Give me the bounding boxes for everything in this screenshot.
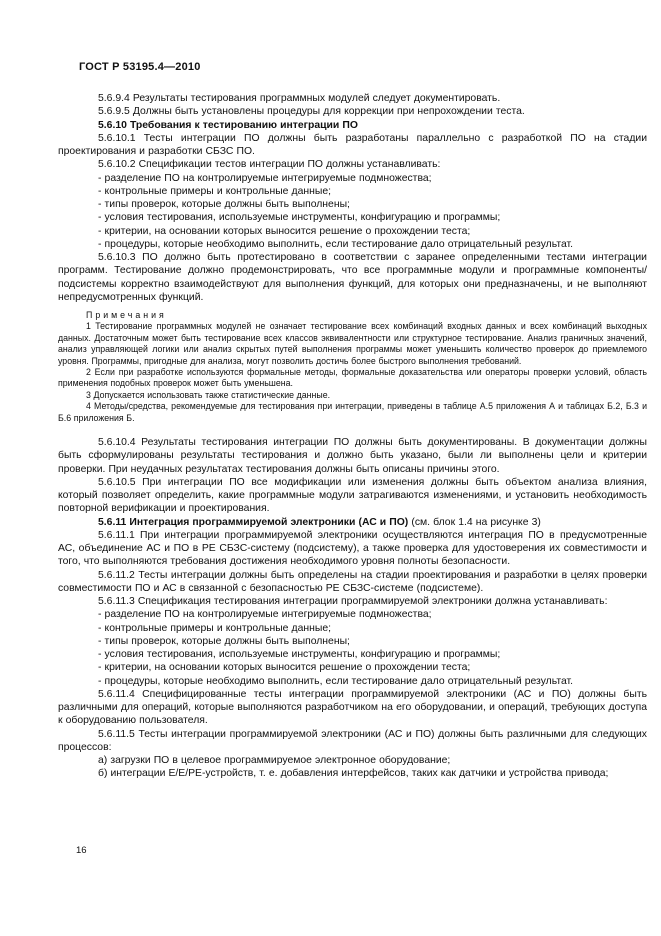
list-item: а) загрузки ПО в целевое программируемое электронное оборудование; xyxy=(98,755,451,767)
list-item: - критерии, на основании которых выносится решение о прохождении теста; xyxy=(98,225,471,237)
list-item: - разделение ПО на контролируемые интегрируемые подмножества; xyxy=(98,609,432,621)
list-item: - разделение ПО на контролируемые интегрируемые подмножества; xyxy=(98,172,432,184)
list-item: - контрольные примеры и контрольные данные; xyxy=(98,185,331,197)
paragraph: 5.6.10.5 При интеграции ПО все модификации или изменения должны быть объектом анализа влияния, который позволяет определить, какие программные модули затрагиваются изменениями, и установить необходимость повторной верификации и проектирования. xyxy=(58,476,647,515)
note: 4 Методы/средства, рекомендуемые для тестирования при интеграции, приведены в таблице А.5 приложения А и таблицах Б.2, Б.3 и Б.6 приложения Б. xyxy=(58,401,647,423)
paragraph: 5.6.9.5 Должны быть установлены процедуры для коррекции при непрохождении теста. xyxy=(98,106,525,118)
note: 1 Тестирование программных модулей не означает тестирование всех комбинаций входных данных и всех комбинаций выходных данных. Достаточным может быть тестирование всех классов эквивалентности или структурное тестирование. Анализ граничных значений, анализ управляющей логики или анализ скрытых путей выполнения программы может уменьшить количество проверок до приемлемого уровня. Программы, пригодные для анализа, могут позволить достичь более быстрого выполнения требований. xyxy=(58,321,647,366)
list-item: - процедуры, которые необходимо выполнить, если тестирование дало отрицательный результат. xyxy=(98,238,574,250)
section-heading: 5.6.10 Требования к тестированию интеграции ПО xyxy=(98,119,358,131)
section-heading-title: 5.6.11 Интеграция программируемой электроники (АС и ПО) xyxy=(98,516,412,528)
list-item: - условия тестирования, используемые инструменты, конфигурацию и программы; xyxy=(98,212,501,224)
section-heading xyxy=(58,516,647,529)
paragraph: 5.6.10.4 Результаты тестирования интеграции ПО должны быть документированы. В документации должны быть сформулированы результаты тестирования и должно быть указано, были ли выполнены цели и критерии проверки. При неудачных результатах тестирования должны быть описаны причины этого. xyxy=(58,437,647,475)
list-item: - критерии, на основании которых выносится решение о прохождении теста; xyxy=(98,662,471,674)
notes-label: Примечания xyxy=(86,310,167,320)
paragraph: 5.6.11.5 Тесты интеграции программируемой электроники (АС и ПО) должны быть различными для следующих процессов: xyxy=(58,728,647,753)
list-item: - процедуры, которые необходимо выполнить, если тестирование дало отрицательный результат. xyxy=(98,675,574,687)
paragraph: 5.6.10.2 Спецификации тестов интеграции ПО должны устанавливать: xyxy=(98,159,441,171)
list-item: - типы проверок, которые должны быть выполнены; xyxy=(98,635,350,647)
paragraph: 5.6.11.3 Спецификация тестирования интеграции программируемой электроники должна устанавливать: xyxy=(98,596,608,608)
paragraph: 5.6.9.4 Результаты тестирования программных модулей следует документировать. xyxy=(98,93,501,104)
list-item: - контрольные примеры и контрольные данные; xyxy=(98,622,331,634)
paragraph: 5.6.11.2 Тесты интеграции должны быть определены на стадии проектирования и разработки в целях проверки совместимости ПО и АС в связанной с безопасностью РЕ СБЗС-системе (подсистеме). xyxy=(58,569,647,594)
note: 2 Если при разработке используются формальные методы, формальные доказательства или операторы проверки условий, область применения подобных проверок может быть уменьшена. xyxy=(58,367,647,389)
running-header: ГОСТ Р 53195.4—2010 xyxy=(79,61,201,73)
list-item: б) интеграции Е/Е/РЕ-устройств, т. е. добавления интерфейсов, таких как датчики и устройства привода; xyxy=(98,768,609,780)
paragraph: 5.6.10.3 ПО должно быть протестировано в соответствии с заранее определенными тестами интеграции программ. Тестирование должно продемонстрировать, что все программные модули и программные компоненты/подсистемы корректно взаимодействуют для выполнения функций, для которых они предназначены, и не выполняют непредусмотренных функций. xyxy=(58,252,647,303)
list-item: - типы проверок, которые должны быть выполнены; xyxy=(98,199,350,210)
paragraph: 5.6.11.1 При интеграции программируемой электроники осуществляются интеграция ПО в предусмотренные АС, объединение АС и ПО в РЕ СБЗС-систему (подсистему), а также проверка для удостоверения их совместимости и того, что выполняются требования достижения необходимого уровня полноты безопасности. xyxy=(58,529,647,568)
paragraph: 5.6.11.4 Специфицированные тесты интеграции программируемой электроники (АС и ПО) должны быть различными для операций, которые выполняются разработчиком на его оборудовании, и операций, требующих доступа к оборудованию пользователя. xyxy=(58,688,647,727)
note: 3 Допускается использовать также статистические данные. xyxy=(86,389,331,400)
list-item: - условия тестирования, используемые инструменты, конфигурацию и программы; xyxy=(98,649,501,661)
section-heading-reference: (см. блок 1.4 на рисунке 3) xyxy=(411,516,541,528)
page-number: 16 xyxy=(76,845,87,856)
paragraph: 5.6.10.1 Тесты интеграции ПО должны быть разработаны параллельно с разработкой ПО на стадии проектирования и разработки СБЗС ПО. xyxy=(58,132,647,157)
document-body xyxy=(58,92,647,781)
